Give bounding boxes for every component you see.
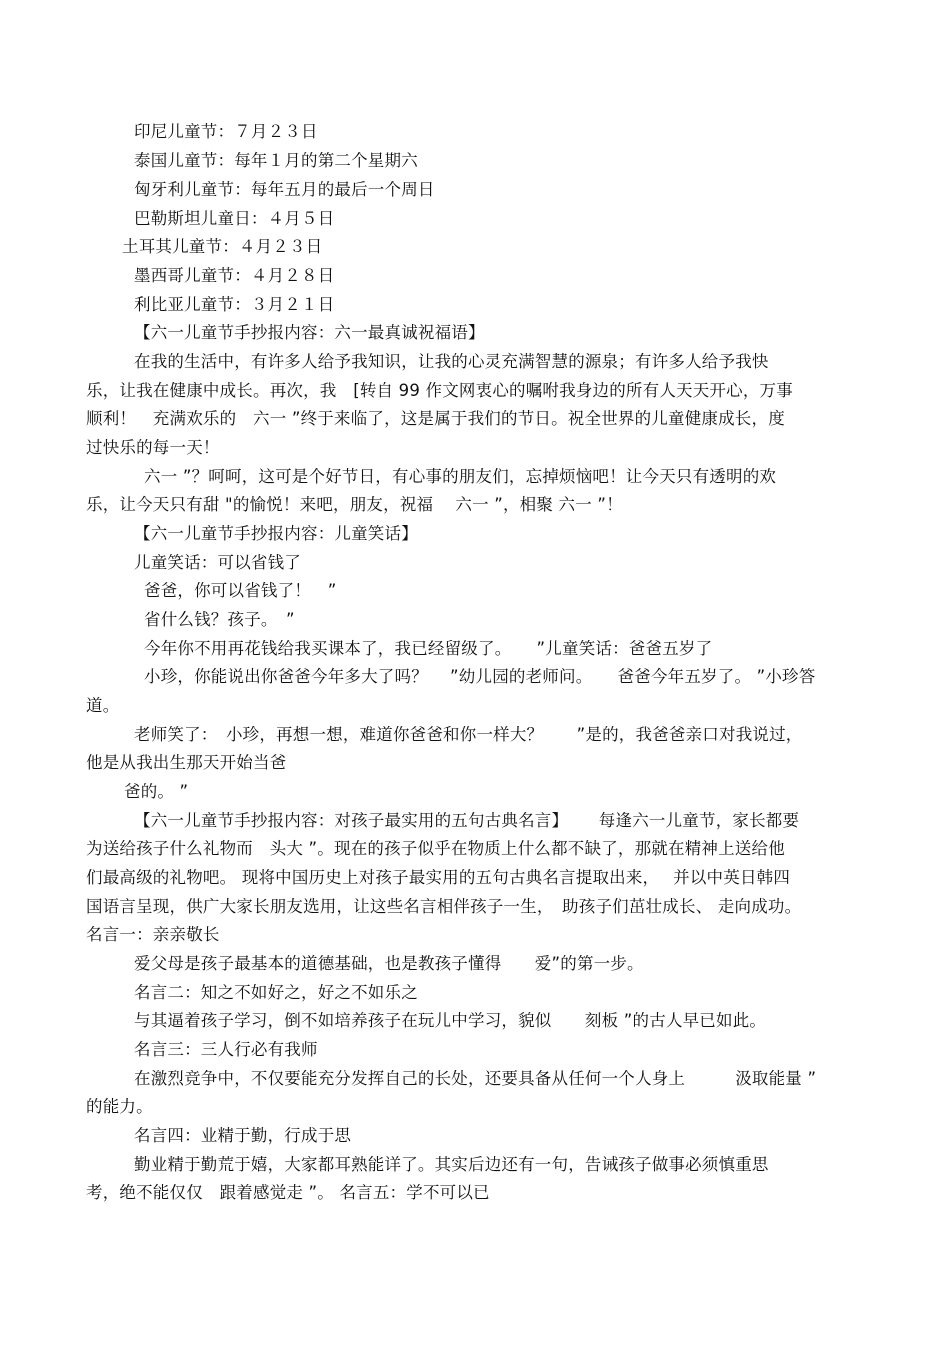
text-line: 们最高级的礼物吧。 现将中国历史上对孩子最实用的五句古典名言提取出来， 并以中英日韩四 bbox=[86, 868, 791, 887]
text-line: 的能力。 bbox=[86, 1097, 153, 1116]
text-line: 墨西哥儿童节：４月２８日 bbox=[134, 266, 335, 285]
text-line: 过快乐的每一天！ bbox=[86, 438, 220, 457]
text-line: 名言一：亲亲敬长 bbox=[86, 925, 220, 944]
section-heading: 【六一儿童节手抄报内容：六一最真诚祝福语】 bbox=[134, 323, 485, 342]
text-line: 乐，让我在健康中成长。再次，我 [转自 99 作文网衷心的嘱咐我身边的所有人天天开心，万事 bbox=[86, 381, 793, 400]
text-line: 印尼儿童节：７月２３日 bbox=[134, 122, 318, 141]
text-line: 爸的。 ” bbox=[124, 782, 189, 801]
text-line: 国语言呈现，供广大家长朋友选用，让这些名言相伴孩子一生， 助孩子们茁壮成长、 走向成功。 bbox=[86, 897, 802, 916]
text-line: 老师笑了： 小珍，再想一想，难道你爸爸和你一样大？ ”是的，我爸爸亲口对我说过， bbox=[134, 725, 803, 744]
text-line: 勤业精于勤荒于嬉，大家都耳熟能详了。其实后边还有一句，告诫孩子做事必须慎重思 bbox=[134, 1155, 769, 1174]
text-line: 名言四：业精于勤，行成于思 bbox=[134, 1126, 352, 1145]
section-heading: 【六一儿童节手抄报内容：对孩子最实用的五句古典名言】 每逢六一儿童节，家长都要 bbox=[134, 811, 800, 830]
text-line: 土耳其儿童节：４月２３日 bbox=[122, 237, 323, 256]
section-heading: 【六一儿童节手抄报内容：儿童笑话】 bbox=[134, 524, 418, 543]
text-line: 泰国儿童节：每年１月的第二个星期六 bbox=[134, 151, 418, 170]
text-line: 六一 ”？呵呵，这可是个好节日，有心事的朋友们，忘掉烦恼吧！让今天只有透明的欢 bbox=[144, 467, 777, 486]
text-line: 爸爸，你可以省钱了！ ” bbox=[144, 581, 337, 600]
text-line: 儿童笑话：可以省钱了 bbox=[134, 553, 301, 572]
text-line: 省什么钱？孩子。 ” bbox=[144, 610, 295, 629]
text-line: 为送给孩子什么礼物而 头大 ”。现在的孩子似乎在物质上什么都不缺了，那就在精神上送给他 bbox=[86, 839, 785, 858]
text-line: 今年你不用再花钱给我买课本了，我已经留级了。 ”儿童笑话：爸爸五岁了 bbox=[144, 639, 713, 658]
text-line: 匈牙利儿童节：每年五月的最后一个周日 bbox=[134, 180, 435, 199]
text-line: 在激烈竞争中，不仅要能充分发挥自己的长处，还要具备从任何一个人身上 汲取能量 ” bbox=[134, 1069, 817, 1088]
text-line: 利比亚儿童节：３月２１日 bbox=[134, 295, 335, 314]
text-line: 爱父母是孩子最基本的道德基础，也是教孩子懂得 爱”的第一步。 bbox=[134, 954, 644, 973]
text-line: 顺利！ 充满欢乐的 六一 ”终于来临了，这是属于我们的节日。祝全世界的儿童健康成长，度 bbox=[86, 409, 785, 428]
text-line: 考，绝不能仅仅 跟着感觉走 ”。 名言五：学不可以已 bbox=[86, 1183, 490, 1202]
text-line: 小珍，你能说出你爸爸今年多大了吗？ ”幼儿园的老师问。 爸爸今年五岁了。 ”小珍答 bbox=[144, 667, 816, 686]
text-line: 他是从我出生那天开始当爸 bbox=[86, 753, 287, 772]
text-line: 在我的生活中，有许多人给予我知识，让我的心灵充满智慧的源泉；有许多人给予我快 bbox=[134, 352, 769, 371]
text-line: 巴勒斯坦儿童日：４月５日 bbox=[134, 209, 335, 228]
text-line: 乐，让今天只有甜 "的愉悦！来吧，朋友，祝福 六一 ”，相聚 六一 ”！ bbox=[86, 495, 623, 514]
text-line: 道。 bbox=[86, 696, 120, 715]
text-line: 名言三：三人行必有我师 bbox=[134, 1040, 318, 1059]
text-line: 与其逼着孩子学习，倒不如培养孩子在玩儿中学习，貌似 刻板 ”的古人早已如此。 bbox=[134, 1011, 767, 1030]
text-line: 名言二：知之不如好之，好之不如乐之 bbox=[134, 983, 418, 1002]
